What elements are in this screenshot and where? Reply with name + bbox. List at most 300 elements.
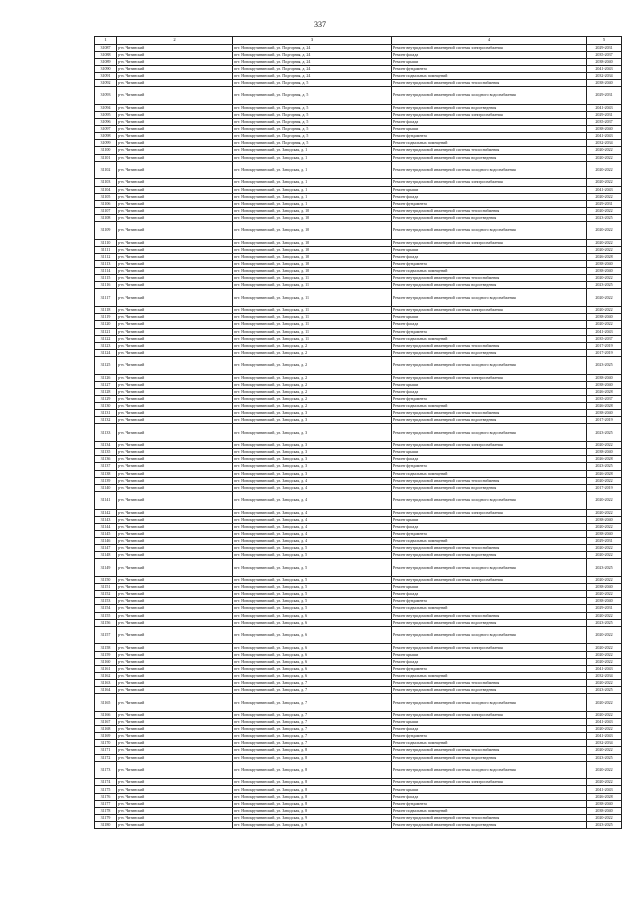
work-type-cell: Ремонт фундамента (392, 395, 587, 402)
work-type-cell: Ремонт подвальных помещений (392, 672, 587, 679)
address-cell: пгт. Новокручининский, ул. Заводская, д. 5 (233, 598, 392, 605)
district-cell: р-н. Читинский (117, 694, 233, 712)
row-number-cell: 31167 (95, 719, 117, 726)
table-row (95, 605, 622, 612)
table-row (95, 207, 622, 214)
page-number: 337 (314, 20, 326, 29)
table-row (95, 537, 622, 544)
address-cell: пгт. Новокручининский, ул. Заводская, д. 3 (233, 424, 392, 442)
table-row (95, 119, 622, 126)
table-row (95, 282, 622, 289)
period-cell: 2020-2022 (587, 612, 622, 619)
table-row (95, 381, 622, 388)
period-cell: 2041-2043 (587, 719, 622, 726)
address-cell: пгт. Новокручининский, ул. Заводская, д. 2 (233, 381, 392, 388)
period-cell: 2023-2025 (587, 356, 622, 374)
period-cell: 2041-2043 (587, 65, 622, 72)
district-cell: р-н. Читинский (117, 179, 233, 186)
table-row (95, 747, 622, 754)
district-cell: р-н. Читинский (117, 410, 233, 417)
period-cell: 2023-2025 (587, 424, 622, 442)
row-number-cell: 31107 (95, 207, 117, 214)
work-type-cell: Ремонт фасада (392, 193, 587, 200)
row-number-cell: 31132 (95, 417, 117, 424)
district-cell: р-н. Читинский (117, 584, 233, 591)
work-type-cell: Ремонт внутридомовой инженерной системы холодного водоснабжения (392, 694, 587, 712)
table-row (95, 328, 622, 335)
table-row (95, 711, 622, 718)
district-cell: р-н. Читинский (117, 417, 233, 424)
district-cell: р-н. Читинский (117, 119, 233, 126)
row-number-cell: 31155 (95, 612, 117, 619)
row-number-cell: 31118 (95, 307, 117, 314)
address-cell: пгт. Новокручининский, ул. Заводская, д. 5 (233, 577, 392, 584)
table-row (95, 126, 622, 133)
district-cell: р-н. Читинский (117, 275, 233, 282)
period-cell: 2020-2022 (587, 577, 622, 584)
district-cell: р-н. Читинский (117, 665, 233, 672)
row-number-cell: 31142 (95, 509, 117, 516)
work-type-cell: Ремонт фасада (392, 51, 587, 58)
address-cell: пгт. Новокручининский, ул. Подгорная, д. 24 (233, 44, 392, 51)
row-number-cell: 31178 (95, 807, 117, 814)
work-type-cell: Ремонт подвальных помещений (392, 605, 587, 612)
row-number-cell: 31134 (95, 442, 117, 449)
table-row (95, 268, 622, 275)
table-row (95, 530, 622, 537)
work-type-cell: Ремонт внутридомовой инженерной системы холодного водоснабжения (392, 559, 587, 577)
column-number: 3 (233, 37, 392, 45)
period-cell: 2020-2022 (587, 307, 622, 314)
row-number-cell: 31096 (95, 119, 117, 126)
address-cell: пгт. Новокручининский, ул. Заводская, д. 6 (233, 658, 392, 665)
row-number-cell: 31161 (95, 665, 117, 672)
work-type-cell: Ремонт внутридомовой инженерной системы электроснабжения (392, 779, 587, 786)
work-type-cell: Ремонт внутридомовой инженерной системы холодного водоснабжения (392, 356, 587, 374)
district-cell: р-н. Читинский (117, 477, 233, 484)
row-number-cell: 31117 (95, 289, 117, 307)
table-row (95, 374, 622, 381)
table-row (95, 424, 622, 442)
period-cell: 2038-2040 (587, 268, 622, 275)
district-cell: р-н. Читинский (117, 381, 233, 388)
district-cell: р-н. Читинский (117, 793, 233, 800)
work-type-cell: Ремонт внутридомовой инженерной системы холодного водоснабжения (392, 221, 587, 239)
work-type-cell: Ремонт внутридомовой инженерной системы электроснабжения (392, 577, 587, 584)
period-cell: 2020-2022 (587, 491, 622, 509)
row-number-cell: 31168 (95, 726, 117, 733)
period-cell: 2038-2040 (587, 410, 622, 417)
period-cell: 2020-2022 (587, 239, 622, 246)
work-type-cell: Ремонт внутридомовой инженерной системы электроснабжения (392, 644, 587, 651)
period-cell: 2020-2022 (587, 814, 622, 821)
work-type-cell: Ремонт подвальных помещений (392, 807, 587, 814)
period-cell: 2020-2022 (587, 679, 622, 686)
address-cell: пгт. Новокручининский, ул. Заводская, д. 6 (233, 672, 392, 679)
period-cell: 2023-2025 (587, 282, 622, 289)
table-row (95, 658, 622, 665)
work-type-cell: Ремонт фундамента (392, 800, 587, 807)
row-number-cell: 31164 (95, 687, 117, 694)
district-cell: р-н. Читинский (117, 516, 233, 523)
district-cell: р-н. Читинский (117, 470, 233, 477)
address-cell: пгт. Новокручининский, ул. Заводская, д. 2 (233, 356, 392, 374)
row-number-cell: 31173 (95, 761, 117, 779)
row-number-cell: 31174 (95, 779, 117, 786)
district-cell: р-н. Читинский (117, 509, 233, 516)
address-cell: пгт. Новокручининский, ул. Заводская, д. 7 (233, 719, 392, 726)
table-row (95, 140, 622, 147)
district-cell: р-н. Читинский (117, 644, 233, 651)
address-cell: пгт. Новокручининский, ул. Заводская, д. 11 (233, 335, 392, 342)
period-cell: 2032-2034 (587, 72, 622, 79)
work-type-cell: Ремонт внутридомовой инженерной системы водоотведения (392, 754, 587, 761)
row-number-cell: 31139 (95, 477, 117, 484)
district-cell: р-н. Читинский (117, 126, 233, 133)
work-type-cell: Ремонт внутридомовой инженерной системы теплоснабжения (392, 342, 587, 349)
row-number-cell: 31166 (95, 711, 117, 718)
work-type-cell: Ремонт фундамента (392, 530, 587, 537)
period-cell: 2020-2022 (587, 626, 622, 644)
column-number: 2 (117, 37, 233, 45)
period-cell: 2029-2031 (587, 111, 622, 118)
table-row (95, 261, 622, 268)
address-cell: пгт. Новокручининский, ул. Подгорная, д. 24 (233, 51, 392, 58)
row-number-cell: 31128 (95, 388, 117, 395)
district-cell: р-н. Читинский (117, 711, 233, 718)
row-number-cell: 31177 (95, 800, 117, 807)
row-number-cell: 31111 (95, 246, 117, 253)
table-row (95, 44, 622, 51)
district-cell: р-н. Читинский (117, 72, 233, 79)
work-type-cell: Ремонт фундамента (392, 200, 587, 207)
period-cell: 2020-2022 (587, 591, 622, 598)
address-cell: пгт. Новокручининский, ул. Заводская, д. 10 (233, 268, 392, 275)
period-cell: 2020-2022 (587, 651, 622, 658)
row-number-cell: 31162 (95, 672, 117, 679)
period-cell: 2038-2040 (587, 449, 622, 456)
address-cell: пгт. Новокручининский, ул. Заводская, д. 9 (233, 814, 392, 821)
work-type-cell: Ремонт внутридомовой инженерной системы электроснабжения (392, 711, 587, 718)
address-cell: пгт. Новокручининский, ул. Заводская, д. 4 (233, 484, 392, 491)
period-cell: 2017-2019 (587, 342, 622, 349)
period-cell: 2026-2028 (587, 253, 622, 260)
row-number-cell: 31106 (95, 200, 117, 207)
row-number-cell: 31091 (95, 72, 117, 79)
district-cell: р-н. Читинский (117, 530, 233, 537)
row-number-cell: 31144 (95, 523, 117, 530)
address-cell: пгт. Новокручининский, ул. Заводская, д. 6 (233, 626, 392, 644)
period-cell: 2020-2022 (587, 658, 622, 665)
row-number-cell: 31120 (95, 321, 117, 328)
period-cell: 2020-2022 (587, 179, 622, 186)
table-row (95, 740, 622, 747)
work-type-cell: Ремонт фундамента (392, 261, 587, 268)
period-cell: 2017-2019 (587, 484, 622, 491)
district-cell: р-н. Читинский (117, 200, 233, 207)
row-number-cell: 31097 (95, 126, 117, 133)
address-cell: пгт. Новокручининский, ул. Заводская, д. 5 (233, 559, 392, 577)
district-cell: р-н. Читинский (117, 214, 233, 221)
work-type-cell: Ремонт фундамента (392, 133, 587, 140)
table-row (95, 793, 622, 800)
district-cell: р-н. Читинский (117, 246, 233, 253)
work-type-cell: Ремонт фасада (392, 321, 587, 328)
period-cell: 2038-2040 (587, 58, 622, 65)
table-row (95, 65, 622, 72)
address-cell: пгт. Новокручининский, ул. Заводская, д. 7 (233, 733, 392, 740)
address-cell: пгт. Новокручининский, ул. Заводская, д. 4 (233, 530, 392, 537)
table-row (95, 58, 622, 65)
table-row (95, 147, 622, 154)
period-cell: 2029-2031 (587, 44, 622, 51)
district-cell: р-н. Читинский (117, 314, 233, 321)
period-cell: 2023-2025 (587, 754, 622, 761)
work-type-cell: Ремонт внутридомовой инженерной системы электроснабжения (392, 374, 587, 381)
table-row (95, 463, 622, 470)
address-cell: пгт. Новокручининский, ул. Заводская, д. 7 (233, 740, 392, 747)
row-number-cell: 31131 (95, 410, 117, 417)
district-cell: р-н. Читинский (117, 395, 233, 402)
row-number-cell: 31135 (95, 449, 117, 456)
period-cell: 2029-2031 (587, 200, 622, 207)
district-cell: р-н. Читинский (117, 328, 233, 335)
work-type-cell: Ремонт внутридомовой инженерной системы теплоснабжения (392, 545, 587, 552)
period-cell: 2026-2028 (587, 793, 622, 800)
district-cell: р-н. Читинский (117, 626, 233, 644)
address-cell: пгт. Новокручининский, ул. Заводская, д. 4 (233, 491, 392, 509)
period-cell: 2029-2031 (587, 87, 622, 105)
table-row (95, 154, 622, 161)
work-type-cell: Ремонт внутридомовой инженерной системы водоотведения (392, 349, 587, 356)
table-row (95, 552, 622, 559)
address-cell: пгт. Новокручининский, ул. Заводская, д. 11 (233, 275, 392, 282)
district-cell: р-н. Читинский (117, 289, 233, 307)
row-number-cell: 31180 (95, 821, 117, 828)
row-number-cell: 31136 (95, 456, 117, 463)
address-cell: пгт. Новокручининский, ул. Заводская, д. 11 (233, 282, 392, 289)
table-row (95, 665, 622, 672)
address-cell: пгт. Новокручининский, ул. Заводская, д. 10 (233, 261, 392, 268)
address-cell: пгт. Новокручининский, ул. Заводская, д. 7 (233, 726, 392, 733)
table-row (95, 484, 622, 491)
capital-repair-table (94, 36, 622, 829)
district-cell: р-н. Читинский (117, 356, 233, 374)
row-number-cell: 31175 (95, 786, 117, 793)
table-row (95, 584, 622, 591)
district-cell: р-н. Читинский (117, 51, 233, 58)
period-cell: 2038-2040 (587, 530, 622, 537)
period-cell: 2020-2022 (587, 552, 622, 559)
district-cell: р-н. Читинский (117, 239, 233, 246)
address-cell: пгт. Новокручининский, ул. Подгорная, д. 5 (233, 119, 392, 126)
table-row (95, 111, 622, 118)
row-number-cell: 31133 (95, 424, 117, 442)
table-row (95, 821, 622, 828)
table-row (95, 814, 622, 821)
district-cell: р-н. Читинский (117, 651, 233, 658)
table-row (95, 786, 622, 793)
row-number-cell: 31095 (95, 111, 117, 118)
work-type-cell: Ремонт фундамента (392, 665, 587, 672)
period-cell: 2026-2028 (587, 470, 622, 477)
work-type-cell: Ремонт внутридомовой инженерной системы электроснабжения (392, 239, 587, 246)
work-type-cell: Ремонт фасада (392, 591, 587, 598)
table-row (95, 442, 622, 449)
row-number-cell: 31170 (95, 740, 117, 747)
district-cell: р-н. Читинский (117, 154, 233, 161)
district-cell: р-н. Читинский (117, 104, 233, 111)
period-cell: 2032-2034 (587, 740, 622, 747)
work-type-cell: Ремонт внутридомовой инженерной системы электроснабжения (392, 509, 587, 516)
work-type-cell: Ремонт внутридомовой инженерной системы теплоснабжения (392, 477, 587, 484)
period-cell: 2023-2025 (587, 463, 622, 470)
period-cell: 2026-2028 (587, 456, 622, 463)
district-cell: р-н. Читинский (117, 559, 233, 577)
row-number-cell: 31137 (95, 463, 117, 470)
address-cell: пгт. Новокручининский, ул. Подгорная, д. 24 (233, 58, 392, 65)
period-cell: 2020-2022 (587, 246, 622, 253)
district-cell: р-н. Читинский (117, 87, 233, 105)
period-cell: 2020-2022 (587, 147, 622, 154)
period-cell: 2017-2019 (587, 417, 622, 424)
address-cell: пгт. Новокручининский, ул. Заводская, д. 11 (233, 289, 392, 307)
district-cell: р-н. Читинский (117, 740, 233, 747)
district-cell: р-н. Читинский (117, 221, 233, 239)
address-cell: пгт. Новокручининский, ул. Заводская, д. 7 (233, 687, 392, 694)
row-number-cell: 31121 (95, 328, 117, 335)
period-cell: 2020-2022 (587, 523, 622, 530)
address-cell: пгт. Новокручининский, ул. Заводская, д. 10 (233, 239, 392, 246)
table-row (95, 87, 622, 105)
address-cell: пгт. Новокручининский, ул. Заводская, д. 1 (233, 161, 392, 179)
work-type-cell: Ремонт внутридомовой инженерной системы электроснабжения (392, 44, 587, 51)
district-cell: р-н. Читинский (117, 807, 233, 814)
work-type-cell: Ремонт внутридомовой инженерной системы теплоснабжения (392, 747, 587, 754)
table-row (95, 800, 622, 807)
address-cell: пгт. Новокручининский, ул. Заводская, д. 11 (233, 307, 392, 314)
address-cell: пгт. Новокручининский, ул. Заводская, д. 10 (233, 214, 392, 221)
work-type-cell: Ремонт внутридомовой инженерной системы водоотведения (392, 619, 587, 626)
work-type-cell: Ремонт внутридомовой инженерной системы электроснабжения (392, 111, 587, 118)
row-number-cell: 31159 (95, 651, 117, 658)
period-cell: 2038-2040 (587, 598, 622, 605)
row-number-cell: 31165 (95, 694, 117, 712)
period-cell: 2035-2037 (587, 119, 622, 126)
table-row (95, 545, 622, 552)
work-type-cell: Ремонт внутридомовой инженерной системы теплоснабжения (392, 410, 587, 417)
table-row (95, 651, 622, 658)
district-cell: р-н. Читинский (117, 747, 233, 754)
address-cell: пгт. Новокручининский, ул. Заводская, д. 1 (233, 147, 392, 154)
district-cell: р-н. Читинский (117, 679, 233, 686)
work-type-cell: Ремонт внутридомовой инженерной системы водоотведения (392, 154, 587, 161)
district-cell: р-н. Читинский (117, 321, 233, 328)
work-type-cell: Ремонт внутридомовой инженерной системы теплоснабжения (392, 814, 587, 821)
period-cell: 2020-2022 (587, 779, 622, 786)
table-row (95, 289, 622, 307)
address-cell: пгт. Новокручининский, ул. Заводская, д. 11 (233, 321, 392, 328)
district-cell: р-н. Читинский (117, 552, 233, 559)
address-cell: пгт. Новокручининский, ул. Заводская, д. 1 (233, 186, 392, 193)
period-cell: 2020-2022 (587, 207, 622, 214)
period-cell: 2020-2022 (587, 477, 622, 484)
period-cell: 2023-2025 (587, 821, 622, 828)
district-cell: р-н. Читинский (117, 282, 233, 289)
row-number-cell: 31116 (95, 282, 117, 289)
row-number-cell: 31169 (95, 733, 117, 740)
address-cell: пгт. Новокручининский, ул. Заводская, д. 6 (233, 665, 392, 672)
period-cell: 2038-2040 (587, 314, 622, 321)
table-row (95, 687, 622, 694)
address-cell: пгт. Новокручининский, ул. Заводская, д. 11 (233, 314, 392, 321)
district-cell: р-н. Читинский (117, 186, 233, 193)
district-cell: р-н. Читинский (117, 800, 233, 807)
district-cell: р-н. Читинский (117, 658, 233, 665)
period-cell: 2038-2040 (587, 126, 622, 133)
work-type-cell: Ремонт крыши (392, 186, 587, 193)
district-cell: р-н. Читинский (117, 761, 233, 779)
district-cell: р-н. Читинский (117, 207, 233, 214)
table-row (95, 79, 622, 86)
period-cell: 2020-2022 (587, 644, 622, 651)
period-cell: 2020-2022 (587, 161, 622, 179)
address-cell: пгт. Новокручининский, ул. Заводская, д. 1 (233, 193, 392, 200)
period-cell: 2026-2028 (587, 388, 622, 395)
table-row (95, 449, 622, 456)
period-cell: 2023-2025 (587, 559, 622, 577)
period-cell: 2023-2025 (587, 619, 622, 626)
address-cell: пгт. Новокручининский, ул. Заводская, д. 5 (233, 605, 392, 612)
work-type-cell: Ремонт фундамента (392, 65, 587, 72)
table-row (95, 246, 622, 253)
work-type-cell: Ремонт внутридомовой инженерной системы теплоснабжения (392, 207, 587, 214)
table-row (95, 679, 622, 686)
district-cell: р-н. Читинский (117, 779, 233, 786)
work-type-cell: Ремонт внутридомовой инженерной системы теплоснабжения (392, 275, 587, 282)
address-cell: пгт. Новокручининский, ул. Заводская, д. 1 (233, 200, 392, 207)
table-row (95, 193, 622, 200)
table-row (95, 214, 622, 221)
work-type-cell: Ремонт фундамента (392, 328, 587, 335)
work-type-cell: Ремонт подвальных помещений (392, 72, 587, 79)
period-cell: 2020-2022 (587, 442, 622, 449)
address-cell: пгт. Новокручининский, ул. Заводская, д. 4 (233, 509, 392, 516)
district-cell: р-н. Читинский (117, 193, 233, 200)
row-number-cell: 31153 (95, 598, 117, 605)
row-number-cell: 31093 (95, 87, 117, 105)
row-number-cell: 31171 (95, 747, 117, 754)
work-type-cell: Ремонт внутридомовой инженерной системы холодного водоснабжения (392, 626, 587, 644)
work-type-cell: Ремонт подвальных помещений (392, 335, 587, 342)
district-cell: р-н. Читинский (117, 403, 233, 410)
district-cell: р-н. Читинский (117, 523, 233, 530)
table-row (95, 672, 622, 679)
address-cell: пгт. Новокручининский, ул. Заводская, д. 2 (233, 342, 392, 349)
column-number: 5 (587, 37, 622, 45)
row-number-cell: 31110 (95, 239, 117, 246)
district-cell: р-н. Читинский (117, 537, 233, 544)
address-cell: пгт. Новокручининский, ул. Заводская, д. 10 (233, 253, 392, 260)
row-number-cell: 31140 (95, 484, 117, 491)
period-cell: 2020-2022 (587, 193, 622, 200)
district-cell: р-н. Читинский (117, 733, 233, 740)
table-row (95, 200, 622, 207)
district-cell: р-н. Читинский (117, 491, 233, 509)
address-cell: пгт. Новокручининский, ул. Заводская, д. 1 (233, 179, 392, 186)
table-row (95, 321, 622, 328)
work-type-cell: Ремонт подвальных помещений (392, 268, 587, 275)
